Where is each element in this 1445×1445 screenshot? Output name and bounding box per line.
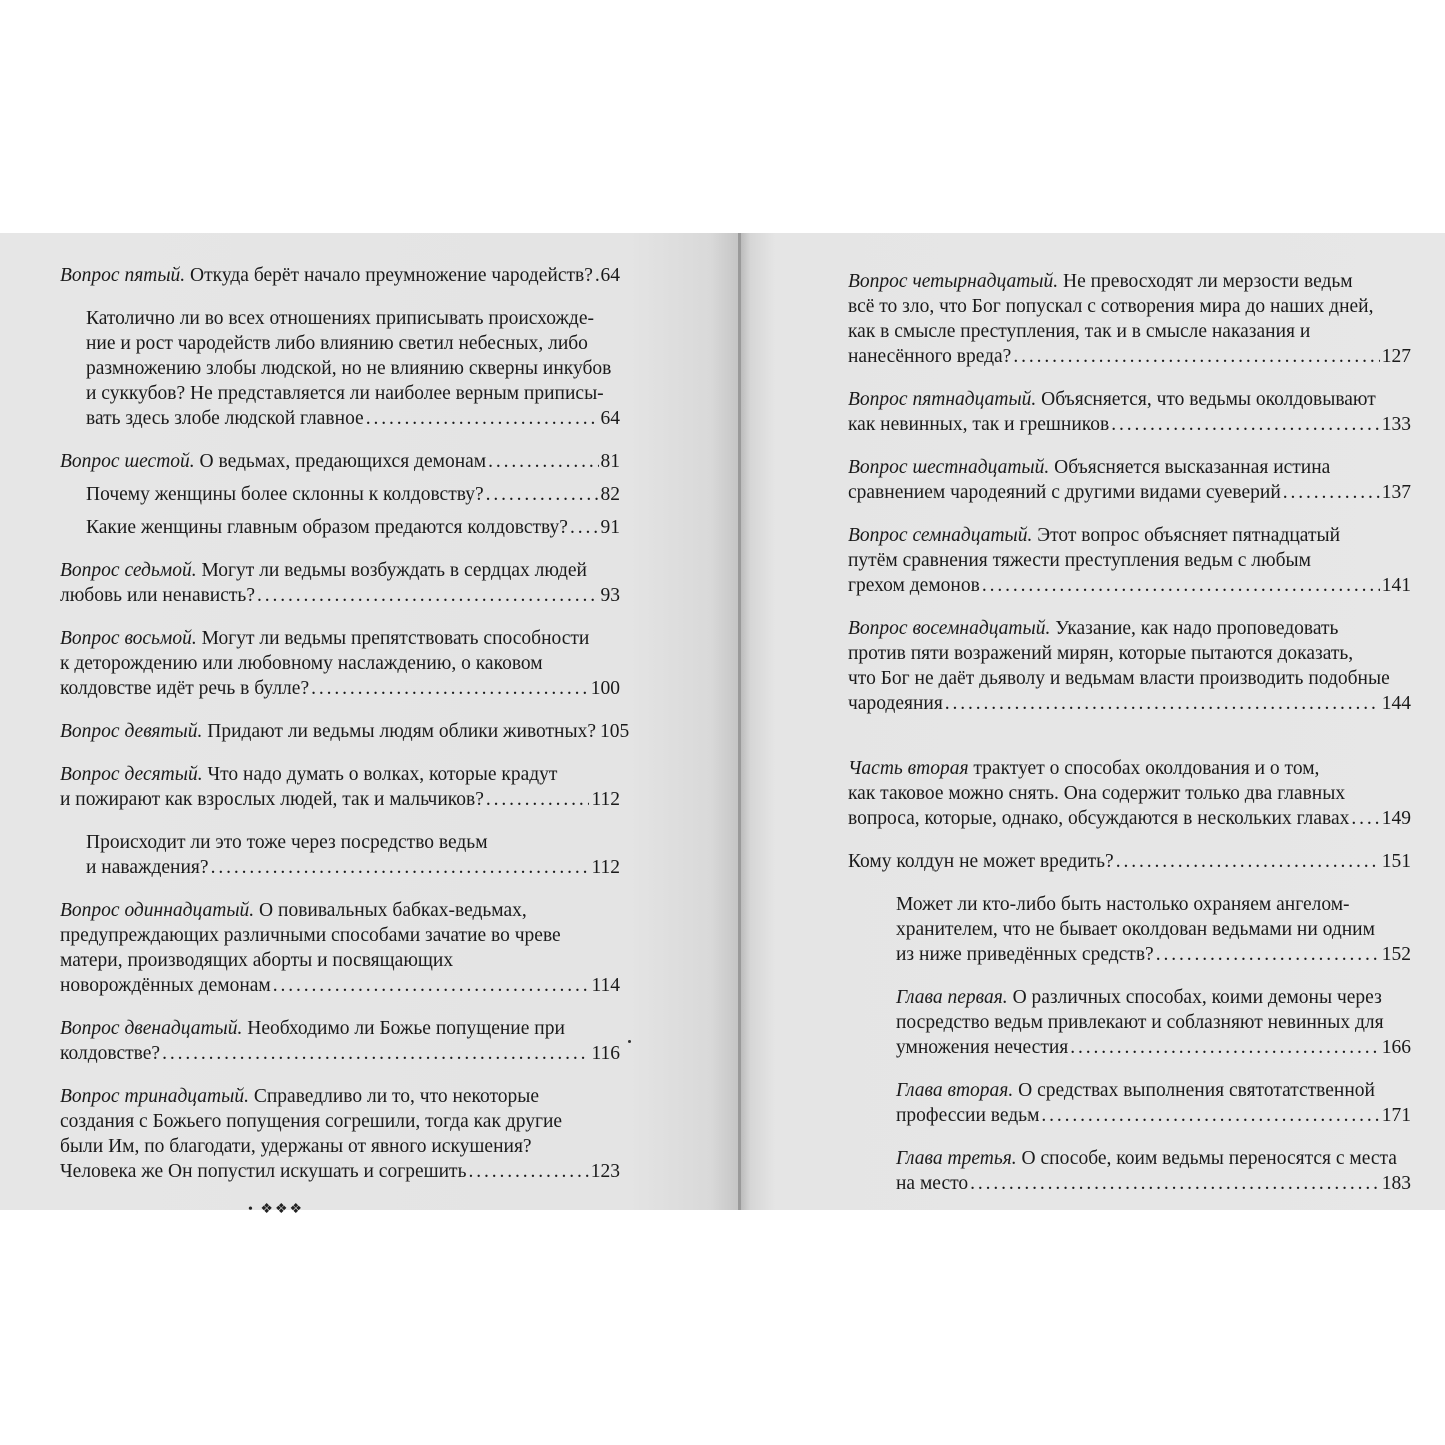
dot-leader: [311, 676, 589, 701]
toc-entry[interactable]: [848, 849, 1411, 874]
toc-entry-label: Вопрос тринадцатый.: [60, 1086, 249, 1107]
toc-entry-text: на место: [896, 1173, 969, 1194]
toc-entry-last-text-wrap: [848, 412, 1109, 437]
toc-entry-last-text-wrap: [86, 406, 364, 431]
dot-leader: [982, 573, 1380, 598]
toc-entry-last-line: [896, 1171, 1411, 1196]
page-number: 127: [1381, 346, 1411, 367]
toc-entry[interactable]: [60, 1016, 620, 1066]
toc-entry-last-text-wrap: [896, 1103, 1039, 1128]
page-number: 137: [1381, 482, 1411, 503]
toc-entry-last-line: [60, 719, 630, 744]
toc-entry-last-text-wrap: [848, 480, 1281, 505]
toc-entry-last-text-wrap: [848, 849, 1114, 874]
toc-entry[interactable]: [60, 830, 620, 880]
toc-entry-line: [848, 616, 1411, 641]
page-number: 166: [1381, 1037, 1411, 1058]
toc-entry-text: были Им, по благодати, удержаны от явного искушения?: [60, 1136, 532, 1157]
toc-entry-last-line: [86, 406, 620, 431]
toc-entry[interactable]: [60, 762, 620, 812]
toc-entry[interactable]: [848, 387, 1411, 437]
toc-entry-text: и наваждения?: [86, 857, 209, 878]
toc-right: [848, 269, 1411, 1214]
toc-entry-label: Глава третья.: [896, 1148, 1017, 1169]
toc-entry-label: Вопрос пятый.: [60, 265, 186, 286]
page-number: 105: [599, 721, 630, 742]
toc-entry-line: [60, 898, 620, 923]
toc-entry-text: вопроса, которые, однако, обсуждаются в нескольких главах: [848, 808, 1350, 829]
toc-entry-line: [86, 331, 620, 356]
page-number: 82: [600, 484, 620, 505]
toc-entry-last-text-wrap: [86, 515, 568, 540]
dot-leader: [273, 973, 590, 998]
toc-entry-last-line: [896, 1035, 1411, 1060]
toc-entry-last-line: [86, 482, 620, 507]
toc-entry-label: Вопрос седьмой.: [60, 560, 197, 581]
toc-entry[interactable]: [848, 1146, 1411, 1196]
dot-leader: [570, 515, 599, 540]
toc-entry-line: [60, 948, 620, 973]
toc-left: [60, 263, 630, 1202]
page-ornament: • ❖❖❖: [248, 1202, 305, 1217]
toc-entry-text: хранителем, что не бывает околдован ведьмами ни одним: [896, 919, 1375, 940]
toc-entry[interactable]: [848, 523, 1411, 598]
toc-entry-text: всё то зло, что Бог попускал с сотворения мира до наших дней,: [848, 296, 1374, 317]
toc-entry-text: колдовстве?: [60, 1043, 161, 1064]
toc-entry-line: [86, 356, 620, 381]
dot-leader: [1111, 412, 1380, 437]
toc-entry[interactable]: [60, 1084, 620, 1184]
page-number: 64: [600, 408, 620, 429]
toc-entry-text: и пожирают как взрослых людей, так и мальчиков?: [60, 789, 484, 810]
toc-entry-last-line: [60, 263, 620, 288]
toc-entry-line: [86, 306, 620, 331]
toc-entry-text: нанесённого вреда?: [848, 346, 1012, 367]
toc-entry-label: Вопрос девятый.: [60, 721, 203, 742]
dot-leader: [1351, 806, 1379, 831]
page-number: 116: [591, 1043, 620, 1064]
toc-entry-text: Происходит ли это тоже через посредство ведьм: [86, 832, 488, 853]
page-number: 100: [590, 678, 620, 699]
toc-entry-last-line: [848, 480, 1411, 505]
dot-leader: [257, 583, 599, 608]
toc-entry[interactable]: [60, 449, 620, 474]
toc-entry-last-line: [60, 1041, 620, 1066]
toc-entry-line: [848, 387, 1411, 412]
toc-entry-last-text-wrap: [60, 676, 309, 701]
page-number: 123: [590, 1161, 620, 1182]
toc-entry-line: [896, 1146, 1411, 1171]
toc-entry-text: Справедливо ли то, что некоторые: [248, 1086, 540, 1107]
toc-entry-text: Объясняется, что ведьмы околдовывают: [1036, 389, 1376, 410]
dot-leader: [945, 691, 1380, 716]
toc-entry-label: Вопрос восемнадцатый.: [848, 618, 1051, 639]
toc-entry-label: Вопрос семнадцатый.: [848, 525, 1033, 546]
toc-entry-last-text-wrap: [60, 263, 593, 288]
toc-entry-line: [848, 641, 1411, 666]
toc-entry-text: любовь или ненависть?: [60, 585, 255, 606]
dot-leader: [1283, 480, 1380, 505]
toc-entry-last-text-wrap: [60, 1041, 160, 1066]
toc-entry-line: [60, 1109, 620, 1134]
page-number: 64: [600, 265, 620, 286]
toc-entry-line: [848, 756, 1411, 781]
toc-entry-text: из ниже приведённых средств?: [896, 944, 1154, 965]
toc-entry-line: [896, 917, 1411, 942]
toc-entry-last-line: [60, 676, 620, 701]
toc-entry-last-line: [896, 942, 1411, 967]
toc-entry-line: [86, 381, 620, 406]
page-number: 91: [600, 517, 620, 538]
toc-entry-text: Не превосходят ли мерзости ведьм: [1058, 271, 1353, 292]
toc-entry-line: [60, 923, 620, 948]
toc-entry-text: Необходимо ли Божье попущение при: [242, 1018, 565, 1039]
page-number: 152: [1381, 944, 1411, 965]
toc-entry-last-text-wrap: [60, 719, 596, 744]
toc-entry-text: сравнением чародеяний с другими видами суеверий: [848, 482, 1281, 503]
toc-entry-text: Могут ли ведьмы возбуждать в сердцах людей: [196, 560, 587, 581]
toc-entry-text: как таковое можно снять. Она содержит только два главных: [848, 783, 1346, 804]
toc-entry-text: Объясняется высказанная истина: [1049, 457, 1331, 478]
toc-entry-line: [86, 830, 620, 855]
toc-entry-last-text-wrap: [60, 583, 255, 608]
toc-entry-line: [848, 523, 1411, 548]
toc-entry-last-text-wrap: [848, 573, 980, 598]
dot-leader: [211, 855, 590, 880]
book-gutter: [738, 233, 741, 1210]
toc-entry-line: [60, 1016, 620, 1041]
toc-entry-text: Указание, как надо проповедовать: [1050, 618, 1339, 639]
toc-entry-line: [60, 1134, 620, 1159]
page-number: 183: [1381, 1173, 1411, 1194]
page-number: 112: [591, 857, 620, 878]
toc-entry-text: путём сравнения тяжести преступления ведьм с любым: [848, 550, 1311, 571]
dot-leader: [1070, 1035, 1379, 1060]
toc-entry-last-line: [848, 849, 1411, 874]
page-number: 144: [1381, 693, 1411, 714]
toc-entry-text: Почему женщины более склонны к колдовству?: [86, 484, 484, 505]
toc-entry-line: [848, 455, 1411, 480]
page-number: 112: [591, 789, 620, 810]
toc-entry-last-text-wrap: [896, 1035, 1068, 1060]
toc-entry-last-line: [60, 973, 620, 998]
page-number: 114: [591, 975, 620, 996]
toc-entry-line: [896, 1078, 1411, 1103]
toc-entry[interactable]: [60, 898, 620, 998]
toc-entry-last-line: [848, 412, 1411, 437]
toc-entry-last-line: [896, 1103, 1411, 1128]
toc-entry-text: Человека же Он попустил искушать и согрешить: [60, 1161, 467, 1182]
dot-leader: [468, 1159, 588, 1184]
toc-entry[interactable]: [60, 626, 620, 701]
toc-entry-text: О ведьмах, предающихся демонам: [194, 451, 487, 472]
toc-entry[interactable]: [848, 455, 1411, 505]
toc-entry-last-line: [848, 344, 1411, 369]
dot-leader: [1116, 849, 1380, 874]
toc-entry-last-line: [60, 1159, 620, 1184]
toc-entry-text: Этот вопрос объясняет пятнадцатый: [1032, 525, 1341, 546]
toc-entry-text: Откуда берёт начало преумножение чародейств?: [185, 265, 593, 286]
toc-entry-label: Вопрос пятнадцатый.: [848, 389, 1037, 410]
toc-entry-line: [60, 762, 620, 787]
toc-entry-line: [848, 269, 1411, 294]
dot-leader: [486, 787, 590, 812]
toc-entry-label: Вопрос восьмой.: [60, 628, 197, 649]
toc-entry-last-line: [60, 583, 620, 608]
toc-entry-line: [60, 626, 620, 651]
toc-entry-last-text-wrap: [86, 855, 209, 880]
toc-entry-line: [896, 1010, 1411, 1035]
toc-entry-text: размножению злобы людской, но не влиянию скверны инкубов: [86, 358, 612, 379]
toc-entry-last-line: [848, 691, 1411, 716]
toc-entry-last-line: [60, 449, 620, 474]
toc-entry-line: [60, 651, 620, 676]
toc-entry[interactable]: [848, 756, 1411, 831]
toc-entry-text: против пяти возражений мирян, которые пытаются доказать,: [848, 643, 1354, 664]
toc-entry[interactable]: [848, 892, 1411, 967]
toc-entry-text: Что надо думать о волках, которые крадут: [202, 764, 558, 785]
dot-leader: [970, 1171, 1380, 1196]
dot-leader: [488, 449, 598, 474]
toc-entry-line: [60, 558, 620, 583]
left-page: [0, 233, 740, 1217]
toc-entry[interactable]: [60, 306, 620, 431]
book-spread: [0, 233, 1445, 1217]
toc-entry-text: Католично ли во всех отношениях приписывать происхожде-: [86, 308, 594, 329]
page-number: 133: [1381, 414, 1411, 435]
toc-entry-text: создания с Божьего попущения согрешили, тогда как другие: [60, 1111, 563, 1132]
right-page: [740, 233, 1445, 1210]
toc-entry-last-line: [848, 573, 1411, 598]
page-number: 141: [1381, 575, 1411, 596]
toc-entry[interactable]: [848, 616, 1411, 716]
toc-entry-text: О способе, коим ведьмы переносятся с места: [1016, 1148, 1397, 1169]
dot-leader: [1041, 1103, 1379, 1128]
toc-entry-last-text-wrap: [60, 787, 484, 812]
toc-entry[interactable]: [60, 482, 620, 507]
toc-entry-text: профессии ведьм: [896, 1105, 1040, 1126]
toc-entry-text: посредство ведьм привлекают и соблазняют невинных для: [896, 1012, 1384, 1033]
toc-entry-label: Глава первая.: [896, 987, 1008, 1008]
toc-entry-line: [848, 666, 1411, 691]
print-speck: [628, 1040, 631, 1043]
toc-entry-label: Глава вторая.: [896, 1080, 1014, 1101]
toc-entry-last-text-wrap: [848, 344, 1011, 369]
dot-leader: [486, 482, 599, 507]
toc-entry-label: Вопрос четырнадцатый.: [848, 271, 1059, 292]
toc-entry-label: Вопрос одиннадцатый.: [60, 900, 255, 921]
toc-entry-line: [896, 892, 1411, 917]
dot-leader: [595, 263, 599, 288]
toc-entry[interactable]: [60, 558, 620, 608]
page-number: 81: [600, 451, 620, 472]
toc-entry-line: [60, 1084, 620, 1109]
toc-entry-label: Вопрос десятый.: [60, 764, 203, 785]
toc-entry-line: [848, 319, 1411, 344]
toc-entry-text: Могут ли ведьмы препятствовать способности: [196, 628, 590, 649]
toc-entry-text: предупреждающих различными способами зачатие во чреве: [60, 925, 561, 946]
toc-entry-last-text-wrap: [848, 691, 943, 716]
page-number: 171: [1381, 1105, 1411, 1126]
toc-entry-last-text-wrap: [896, 942, 1154, 967]
toc-entry-text: колдовстве идёт речь в булле?: [60, 678, 310, 699]
toc-entry-last-text-wrap: [86, 482, 484, 507]
toc-entry-text: О различных способах, коими демоны через: [1007, 987, 1382, 1008]
page-number: 149: [1381, 808, 1411, 829]
toc-entry-last-text-wrap: [60, 449, 486, 474]
toc-entry-text: как в смысле преступления, так и в смысле наказания и: [848, 321, 1311, 342]
toc-entry-label: Вопрос шестой.: [60, 451, 195, 472]
toc-entry-last-line: [60, 787, 620, 812]
toc-entry[interactable]: [848, 1078, 1411, 1128]
toc-entry-text: Какие женщины главным образом предаются колдовству?: [86, 517, 568, 538]
toc-entry-last-line: [86, 515, 620, 540]
toc-entry-text: чародеяния: [848, 693, 943, 714]
toc-entry-last-text-wrap: [60, 973, 271, 998]
toc-entry-text: вать здесь злобе людской главное: [86, 408, 364, 429]
toc-entry-last-line: [86, 855, 620, 880]
page-number: 151: [1381, 851, 1411, 872]
toc-entry-text: умножения нечестия: [896, 1037, 1069, 1058]
toc-entry-label: Вопрос двенадцатый.: [60, 1018, 243, 1039]
toc-entry-line: [848, 294, 1411, 319]
toc-entry-last-text-wrap: [848, 806, 1349, 831]
toc-entry-text: новорождённых демонам: [60, 975, 271, 996]
dot-leader: [1013, 344, 1379, 369]
toc-entry-text: Придают ли ведьмы людям облики животных?: [202, 721, 596, 742]
toc-entry-last-text-wrap: [60, 1159, 466, 1184]
toc-entry-line: [848, 548, 1411, 573]
toc-entry-last-line: [848, 806, 1411, 831]
dot-leader: [366, 406, 599, 431]
toc-entry[interactable]: [60, 719, 630, 744]
toc-entry-text: грехом демонов: [848, 575, 980, 596]
toc-entry-text: трактует о способах околдования и о том,: [968, 758, 1320, 779]
toc-entry-text: О средствах выполнения святотатственной: [1013, 1080, 1375, 1101]
toc-entry[interactable]: [848, 269, 1411, 369]
toc-entry-label: Часть вторая: [848, 758, 969, 779]
toc-entry-text: ние и рост чародейств либо влиянию светил небесных, либо: [86, 333, 588, 354]
toc-entry[interactable]: [60, 515, 620, 540]
toc-entry-text: как невинных, так и грешников: [848, 414, 1110, 435]
toc-entry-last-text-wrap: [896, 1171, 968, 1196]
dot-leader: [1156, 942, 1380, 967]
dot-leader: [162, 1041, 589, 1066]
page-number: 93: [600, 585, 620, 606]
toc-entry-text: О повивальных бабках-ведьмах,: [254, 900, 527, 921]
toc-entry-text: Может ли кто-либо быть настолько охраняем ангелом-: [896, 894, 1350, 915]
toc-entry-text: Кому колдун не может вредить?: [848, 851, 1114, 872]
toc-entry-text: и суккубов? Не представляется ли наиболее верным приписы-: [86, 383, 604, 404]
toc-entry-label: Вопрос шестнадцатый.: [848, 457, 1050, 478]
toc-entry-line: [896, 985, 1411, 1010]
toc-entry-line: [848, 781, 1411, 806]
toc-entry-text: что Бог не даёт дьяволу и ведьмам власти производить подобные: [848, 668, 1390, 689]
toc-entry-text: матери, производящих аборты и посвящающих: [60, 950, 454, 971]
toc-entry[interactable]: [60, 263, 620, 288]
toc-entry[interactable]: [848, 985, 1411, 1060]
toc-entry-text: к деторождению или любовному наслаждению, о каковом: [60, 653, 543, 674]
